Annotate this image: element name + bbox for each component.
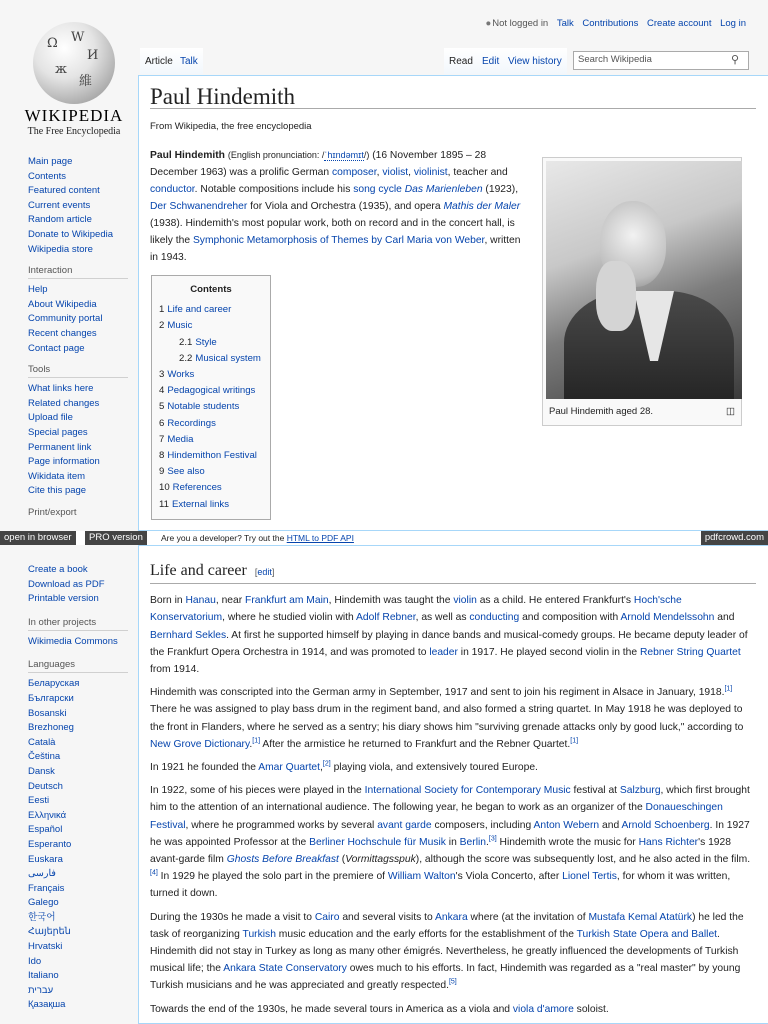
article-content (138, 75, 768, 531)
language-link[interactable]: Български (28, 692, 74, 704)
language-euskara[interactable] (28, 853, 140, 868)
toc-label: External links (171, 498, 230, 510)
language-deutsch[interactable] (28, 780, 140, 795)
interaction-heading: Interaction (28, 265, 128, 279)
sidebar-item-link[interactable]: Help (28, 284, 48, 296)
toc-item[interactable] (159, 399, 263, 415)
language-link[interactable]: Қазақша (28, 999, 66, 1011)
contributions-link[interactable]: Contributions (582, 18, 639, 29)
sidebar-item-link[interactable]: Special pages (28, 426, 88, 438)
sidebar-item-permanent-link[interactable] (28, 441, 140, 456)
language-link[interactable]: Italiano (28, 970, 59, 982)
language-espa-ol[interactable] (28, 823, 140, 838)
sidebar-item-about-wikipedia[interactable] (28, 298, 140, 313)
wordmark: WIKIPEDIA (24, 106, 124, 125)
sidebar-item-donate-to-wikipedia[interactable] (28, 228, 140, 243)
toc-number: 4 (159, 385, 165, 397)
sidebar-item-link[interactable]: Contact page (28, 342, 85, 354)
pro-version-button[interactable]: PRO version (85, 531, 147, 545)
not-logged-in: Not logged in (492, 18, 549, 29)
language-esperanto[interactable] (28, 838, 140, 853)
toc-label: Music (167, 320, 193, 332)
toc-item[interactable] (159, 383, 263, 399)
language-link[interactable]: Беларуская (28, 678, 80, 690)
language-dansk[interactable] (28, 765, 140, 780)
language-link[interactable]: Español (28, 824, 63, 836)
sidebar-item-wikipedia-store[interactable] (28, 243, 140, 258)
toc-number: 11 (159, 498, 169, 510)
tab-read[interactable]: Read (444, 48, 478, 74)
language-link[interactable]: Galego (28, 897, 59, 909)
toc-number: 7 (159, 433, 165, 445)
sidebar-item-what-links-here[interactable] (28, 382, 140, 397)
toc-number: 1 (159, 304, 165, 316)
sidebar-item-current-events[interactable] (28, 199, 140, 214)
sidebar-item-link[interactable]: Printable version (28, 593, 99, 605)
article-body (138, 545, 768, 1024)
sidebar-item-recent-changes[interactable] (28, 327, 140, 342)
search-input[interactable]: Search Wikipedia (573, 51, 749, 70)
language-italiano[interactable] (28, 969, 140, 984)
sidebar-item-cite-this-page[interactable] (28, 484, 140, 499)
toc-item[interactable] (159, 497, 263, 513)
portrait-photo[interactable] (546, 161, 742, 399)
sidebar-item-related-changes[interactable] (28, 397, 140, 412)
search-icon[interactable]: ⚲ (731, 54, 740, 66)
sidebar-item-link[interactable]: Random article (28, 214, 92, 226)
tab-talk[interactable]: Talk (175, 48, 203, 74)
enlarge-icon[interactable]: ◫ (726, 406, 735, 417)
language-hrvatski[interactable] (28, 940, 140, 955)
sidebar-item-community-portal[interactable] (28, 312, 140, 327)
toc-number: 2.2 (179, 352, 193, 364)
language-link[interactable]: Ido (28, 955, 42, 967)
sidebar-item-link[interactable]: Cite this page (28, 485, 87, 497)
talk-link[interactable]: Talk (556, 18, 574, 29)
sidebar-item-link[interactable]: Featured content (28, 185, 100, 197)
tab-view-history[interactable]: View history (503, 48, 567, 74)
language-bosanski[interactable] (28, 707, 140, 722)
open-in-browser-button[interactable]: open in browser (0, 531, 76, 545)
language-link[interactable]: Français (28, 882, 65, 894)
create-account-link[interactable]: Create account (647, 18, 712, 29)
sidebar-item-create-a-book[interactable] (28, 563, 140, 578)
sidebar-item-link[interactable]: About Wikipedia (28, 298, 97, 310)
toc-item[interactable] (159, 432, 263, 448)
sidebar-item-link[interactable]: Contents (28, 170, 67, 182)
projects-heading: In other projects (28, 617, 128, 631)
toc-label: Media (167, 433, 194, 445)
language-1[interactable] (28, 692, 140, 707)
personal-tools (479, 18, 746, 29)
language-17[interactable] (28, 925, 140, 940)
sidebar-item-link[interactable]: Community portal (28, 313, 103, 325)
language-link[interactable]: فارسی (28, 868, 56, 880)
sidebar-item-upload-file[interactable] (28, 411, 140, 426)
language-link[interactable]: Dansk (28, 765, 55, 777)
language-link[interactable]: Ελληνικά (28, 809, 67, 821)
language-galego[interactable] (28, 896, 140, 911)
sidebar-item-contact-page[interactable] (28, 342, 140, 357)
sidebar-item-wikidata-item[interactable] (28, 470, 140, 485)
sidebar-item-help[interactable] (28, 283, 140, 298)
toc-number: 2 (159, 320, 165, 332)
language-link[interactable]: Català (28, 736, 56, 748)
section-heading-life-and-career: Life and career [edit] (150, 562, 756, 584)
sidebar-item-random-article[interactable] (28, 213, 140, 228)
toc-label: References (172, 482, 222, 494)
toc-label: Works (167, 369, 195, 381)
language-13[interactable] (28, 867, 140, 882)
tagline: The Free Encyclopedia (27, 126, 121, 137)
image-caption: Paul Hindemith aged 28. (549, 406, 654, 417)
languages-heading: Languages (28, 659, 128, 673)
toc-number: 6 (159, 417, 165, 429)
toc-number: 8 (159, 450, 165, 462)
language-link[interactable]: Հայերեն (28, 926, 71, 938)
pdfcrowd-bar (0, 531, 768, 545)
sidebar-lower (0, 563, 140, 1013)
toc-item[interactable] (159, 416, 263, 432)
sidebar-item-link[interactable]: Wikipedia store (28, 243, 93, 255)
toc-item[interactable] (159, 302, 263, 318)
language-0[interactable] (28, 677, 140, 692)
toc-number: 2.1 (179, 336, 193, 348)
sidebar-item-main-page[interactable] (28, 155, 140, 170)
edit-section-link[interactable]: edit (257, 567, 272, 577)
toc-number: 5 (159, 401, 165, 413)
page-title: Paul Hindemith (150, 88, 756, 109)
language-link[interactable]: 한국어 (28, 911, 56, 923)
toc-label: Notable students (167, 401, 240, 413)
toc-title: Contents (190, 284, 232, 295)
sidebar-item-link[interactable]: What links here (28, 383, 94, 395)
sidebar-item-link[interactable]: Main page (28, 156, 73, 167)
sidebar-item-link[interactable]: Permanent link (28, 441, 92, 453)
language-link[interactable]: Brezhoneg (28, 722, 74, 734)
toc-label: Style (195, 336, 217, 348)
sidebar-item-link[interactable]: Upload file (28, 412, 73, 424)
wikipedia-logo[interactable] (18, 22, 130, 140)
html-to-pdf-link[interactable]: HTML to PDF API (286, 533, 354, 543)
lead-paragraph: Paul Hindemith (English pronunciation: /ˈhɪndəmɪt/) (16 November 1895 – 28 December 1963) was a prolific German composer, violist, violinist, teacher and conductor. Notable compositions include his song cycle Das Marienleben (1923), Der Schwanendreher for Viola and Orchestra (1935), and opera Mathis der Maler (1938). Hindemith's most popular work, both on record and in the concert hall, is likely the Symphonic Metamorphosis of Themes by Carl Maria von Weber, written in 1943. (150, 150, 521, 263)
sidebar-item-link[interactable]: Current events (28, 199, 91, 211)
puzzle-globe-icon: Ω W И ж 維 (33, 22, 115, 104)
language-ido[interactable] (28, 955, 140, 970)
toc-number: 10 (159, 482, 170, 494)
sidebar-item-link[interactable]: Donate to Wikipedia (28, 228, 114, 240)
sidebar-item-special-pages[interactable] (28, 426, 140, 441)
language-link[interactable]: Čeština (28, 751, 61, 763)
sidebar-navigation (0, 155, 140, 524)
pdfcrowd-brand[interactable]: pdfcrowd.com (701, 531, 768, 545)
language-22[interactable] (28, 998, 140, 1013)
language-link[interactable]: Euskara (28, 853, 63, 865)
language-9[interactable] (28, 809, 140, 824)
tools-heading: Tools (28, 364, 128, 378)
infobox-image[interactable] (542, 157, 742, 426)
tab-article[interactable]: Article (140, 48, 178, 74)
toc-item[interactable] (159, 367, 263, 383)
language-e-tina[interactable] (28, 750, 140, 765)
toc-label: Recordings (167, 417, 216, 429)
language-link[interactable]: עברית (28, 984, 54, 996)
user-icon: ● (485, 18, 492, 29)
section-text: Born in Hanau, near Frankfurt am Main, Hindemith was taught the violin as a child. He entered Frankfurt's Hoch'sche Konservatorium, where he studied violin with Adolf Rebner, as well as conducting and composition with Arnold Mendelssohn and Bernhard Sekles. At first he supported himself by playing in dance bands and musical-comedy groups. He became deputy leader of the Frankfurt Opera Orchestra in 1914, and was promoted to leader in 1917. He played second violin in the Rebner String Quartet from 1914. Hindemith was conscripted into the German army in September, 1917 and sent to join his regiment in Alsace in January, 1918.[1] There he was assigned to play bass drum in the regiment band, and also formed a string quartet. In May 1918 he was deployed to the front in Flanders, where he served as a sentry; his diary shows him "surviving grenade attacks only by good luck," according to New Grove Dictionary.[1] After the armistice he returned to Frankfurt and the Rebner Quartet.[1] In 1921 he founded the Amar Quartet,[2] playing viola, and extensively toured Europe. In 1922, some of his pieces were played in the International Society for Contemporary Music festival at Salzburg, which first brought him to the attention of an international audience. The following year, he began to work as an organizer of the Donaueschingen Festival, where he programmed works by several avant garde composers, including Anton Webern and Arnold Schoenberg. In 1927 he was appointed Professor at the Berliner Hochschule für Musik in Berlin.[3] Hindemith wrote the music for Hans Richter's 1928 avant-garde film Ghosts Before Breakfast (Vormittagsspuk), although the score was subsequently lost, and he also acted in the film.[4] In 1929 he played the solo part in the premiere of William Walton's Viola Concerto, after Lionel Tertis, for whom it was written, turned it down. During the 1930s he made a visit to Cairo and several visits to Ankara where (at the invitation of Mustafa Kemal Atatürk) he led the task of reorganizing Turkish music education and the early efforts for the establishment of the Turkish State Opera and Ballet. Hindemith did not stay in Turkey as long as many other émigrés. Nevertheless, he greatly influenced the developments of Turkish musical life; the Ankara State Conservatory owes much to his efforts. In fact, Hindemith was regarded as a "real master" by young Turkish musicians and he was appreciated and greatly respected.[5] Towards the end of the 1930s, he made several tours in America as a viola and viola d'amore soloist. (150, 595, 751, 1015)
sidebar-item-link[interactable]: Related changes (28, 397, 100, 409)
toc-label: Life and career (167, 304, 232, 316)
toc-item[interactable] (159, 335, 263, 351)
sidebar-item-link[interactable]: Create a book (28, 564, 88, 575)
toc-item[interactable] (159, 351, 263, 367)
sidebar-item-link[interactable]: Recent changes (28, 327, 97, 339)
toc-label: Hindemithon Festival (167, 450, 257, 462)
table-of-contents (151, 275, 271, 520)
sidebar-item-page-information[interactable] (28, 455, 140, 470)
language-link[interactable]: Eesti (28, 795, 50, 807)
sidebar-item-featured-content[interactable] (28, 184, 140, 199)
sidebar-item-contents[interactable] (28, 170, 140, 185)
language-21[interactable] (28, 984, 140, 999)
login-link[interactable]: Log in (720, 18, 746, 29)
toc-label: Pedagogical writings (167, 385, 256, 397)
language-brezhoneg[interactable] (28, 721, 140, 736)
toc-label: Musical system (195, 352, 261, 364)
toc-number: 3 (159, 369, 165, 381)
tab-edit[interactable]: Edit (477, 48, 504, 74)
sidebar-item-link[interactable]: Download as PDF (28, 578, 105, 590)
language-link[interactable]: Hrvatski (28, 941, 63, 953)
sidebar-item-link[interactable]: Wikidata item (28, 470, 86, 482)
developer-text: Are you a developer? Try out the (161, 533, 285, 543)
toc-item[interactable] (159, 448, 263, 464)
language-eesti[interactable] (28, 794, 140, 809)
sidebar-item-link[interactable]: Page information (28, 456, 100, 468)
toc-item[interactable] (159, 480, 263, 496)
toc-label: See also (167, 466, 205, 478)
toc-item[interactable] (159, 318, 263, 334)
toc-number: 9 (159, 466, 165, 478)
sidebar-item-link[interactable]: Wikimedia Commons (28, 635, 118, 647)
language-link[interactable]: Esperanto (28, 838, 72, 850)
language-fran-ais[interactable] (28, 882, 140, 897)
print-heading: Print/export (28, 506, 77, 518)
site-subtitle: From Wikipedia, the free encyclopedia (150, 121, 312, 132)
language-16[interactable] (28, 911, 140, 926)
toc-item[interactable] (159, 464, 263, 480)
sidebar-item-download-as-pdf[interactable] (28, 578, 140, 593)
language-catal[interactable] (28, 736, 140, 751)
sidebar-item-printable-version[interactable] (28, 592, 140, 607)
sidebar-item-wikimedia-commons[interactable] (28, 635, 140, 650)
language-link[interactable]: Bosanski (28, 707, 67, 719)
language-link[interactable]: Deutsch (28, 780, 63, 792)
